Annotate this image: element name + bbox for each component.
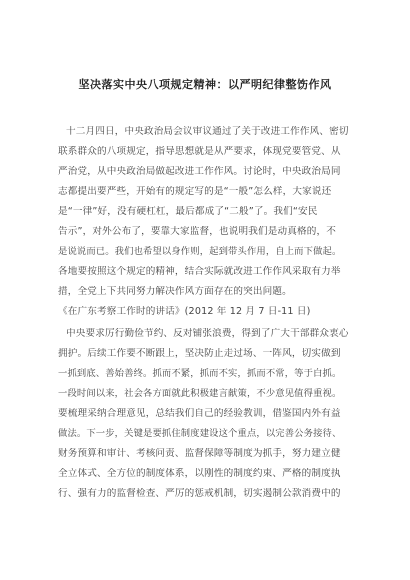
paragraph-line: 做法。下一步，关键是要抓住制度建设这个重点，以完善公务接待、 <box>58 428 342 439</box>
paragraph-line: 行、强有力的监督检查、严厉的惩戒机制，切实遏制公款消费中的 <box>58 488 341 499</box>
paragraph-line: 财务预算和审计、考核问责、监督保障等制度为抓手，努力建立健 <box>58 448 341 459</box>
paragraph-line: 严治党，从中央政治局做起改进工作作风。讨论时，中央政治局同 <box>58 166 341 177</box>
paragraph-line: 告示”，对外公布了，要靠大家监督，也说明我们是动真格的，不 <box>58 226 336 237</box>
paragraph-line: 措，全党上下共同努力解决作风方面存在的突出问题。 <box>58 286 292 297</box>
paragraph-line: 是说说而已。我们也希望以身作则，起到带头作用，自上而下做起。 <box>58 246 342 257</box>
citation: 《在广东考察工作时的讲话》(2012 年 12 月 7 日-11 日) <box>58 306 311 317</box>
paragraph-line: 是“一律”好，没有硬杠杠，最后都成了“二般”了。我们“安民 <box>58 206 318 217</box>
document-title: 坚决落实中央八项规定精神：以严明纪律整饬作风 <box>78 78 332 91</box>
paragraph-line: 拥护。后续工作要不断跟上，坚决防止走过场、一阵风，切实做到 <box>58 348 341 359</box>
paragraph-line: 全立体式、全方位的制度体系，以刚性的制度约束、严格的制度执 <box>58 468 341 479</box>
paragraph-line: 各地要按照这个规定的精神，结合实际就改进工作作风采取有力举 <box>58 266 341 277</box>
paragraph-line: 一抓到底、善始善终。抓而不紧，抓而不实，抓而不常，等于白抓。 <box>58 368 342 379</box>
paragraph-line: 联系群众的八项规定，指导思想就是从严要求，体现党要管党、从 <box>58 146 341 157</box>
paragraph-line: 要梳理采纳合理意见，总结我们自己的经验教训，借鉴国内外有益 <box>58 408 341 419</box>
paragraph-line: 十二月四日，中央政治局会议审议通过了关于改进工作作风、密切 <box>66 126 349 137</box>
paragraph-line: 一段时间以来，社会各方面就此积极建言献策，不少意见值得重视。 <box>58 388 342 399</box>
paragraph-line: 志都提出要严些，开始有的规定写的是“一般”怎么样，大家说还 <box>58 186 332 197</box>
paragraph-line: 中央要求厉行勤俭节约、反对铺张浪费，得到了广大干部群众衷心 <box>66 328 349 339</box>
